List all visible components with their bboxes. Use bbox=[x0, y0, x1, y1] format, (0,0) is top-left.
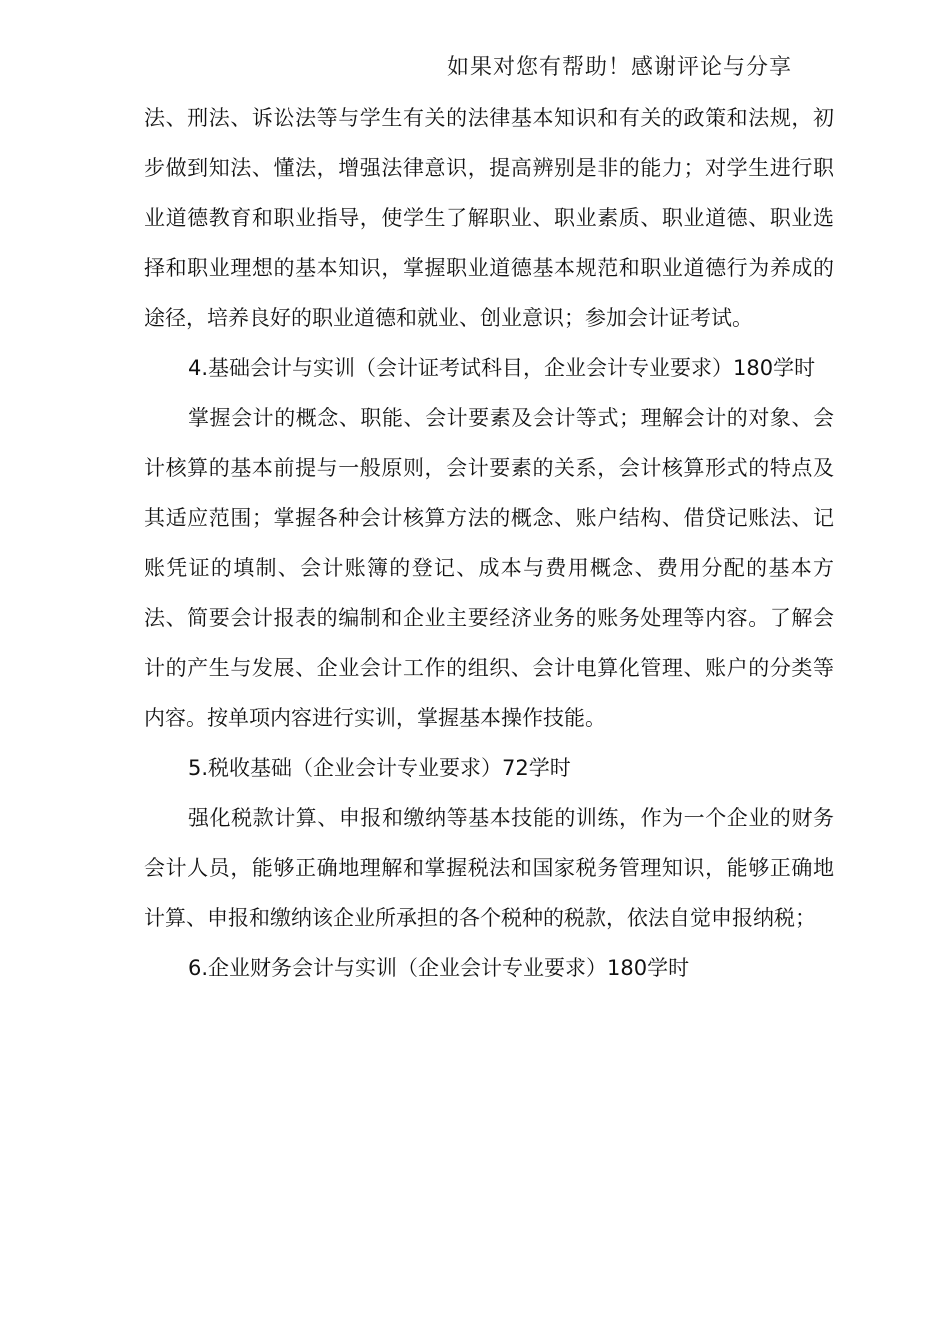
heading-basic-accounting: 4.基础会计与实训（会计证考试科目，企业会计专业要求）180学时 bbox=[188, 356, 816, 380]
page-header-note: 如果对您有帮助！感谢评论与分享 bbox=[446, 55, 792, 80]
heading-tax-basics: 5.税收基础（企业会计专业要求）72学时 bbox=[188, 756, 571, 780]
paragraph-law-ethics: 法、刑法、诉讼法等与学生有关的法律基本知识和有关的政策和法规，初步做到知法、懂法，增强法律意识，提高辨别是非的能力；对学生进行职业道德教育和职业指导，使学生了解职业、职业素质、职业道德、职业选择和职业理想的基本知识，掌握职业道德基本规范和职业道德行为养成的途径，培养良好的职业道德和就业、创业意识；参加会计证考试。 bbox=[144, 106, 834, 330]
heading-financial-accounting: 6.企业财务会计与实训（企业会计专业要求）180学时 bbox=[188, 956, 690, 980]
paragraph-basic-accounting: 掌握会计的概念、职能、会计要素及会计等式；理解会计的对象、会计核算的基本前提与一般原则，会计要素的关系，会计核算形式的特点及其适应范围；掌握各种会计核算方法的概念、账户结构、借贷记账法、记账凭证的填制、会计账簿的登记、成本与费用概念、费用分配的基本方法、简要会计报表的编制和企业主要经济业务的账务处理等内容。了解会计的产生与发展、企业会计工作的组织、会计电算化管理、账户的分类等内容。按单项内容进行实训，掌握基本操作技能。 bbox=[144, 406, 834, 730]
document-body bbox=[144, 93, 834, 993]
paragraph-tax-basics: 强化税款计算、申报和缴纳等基本技能的训练，作为一个企业的财务会计人员，能够正确地理解和掌握税法和国家税务管理知识，能够正确地计算、申报和缴纳该企业所承担的各个税种的税款，依法自觉申报纳税； bbox=[144, 806, 834, 930]
